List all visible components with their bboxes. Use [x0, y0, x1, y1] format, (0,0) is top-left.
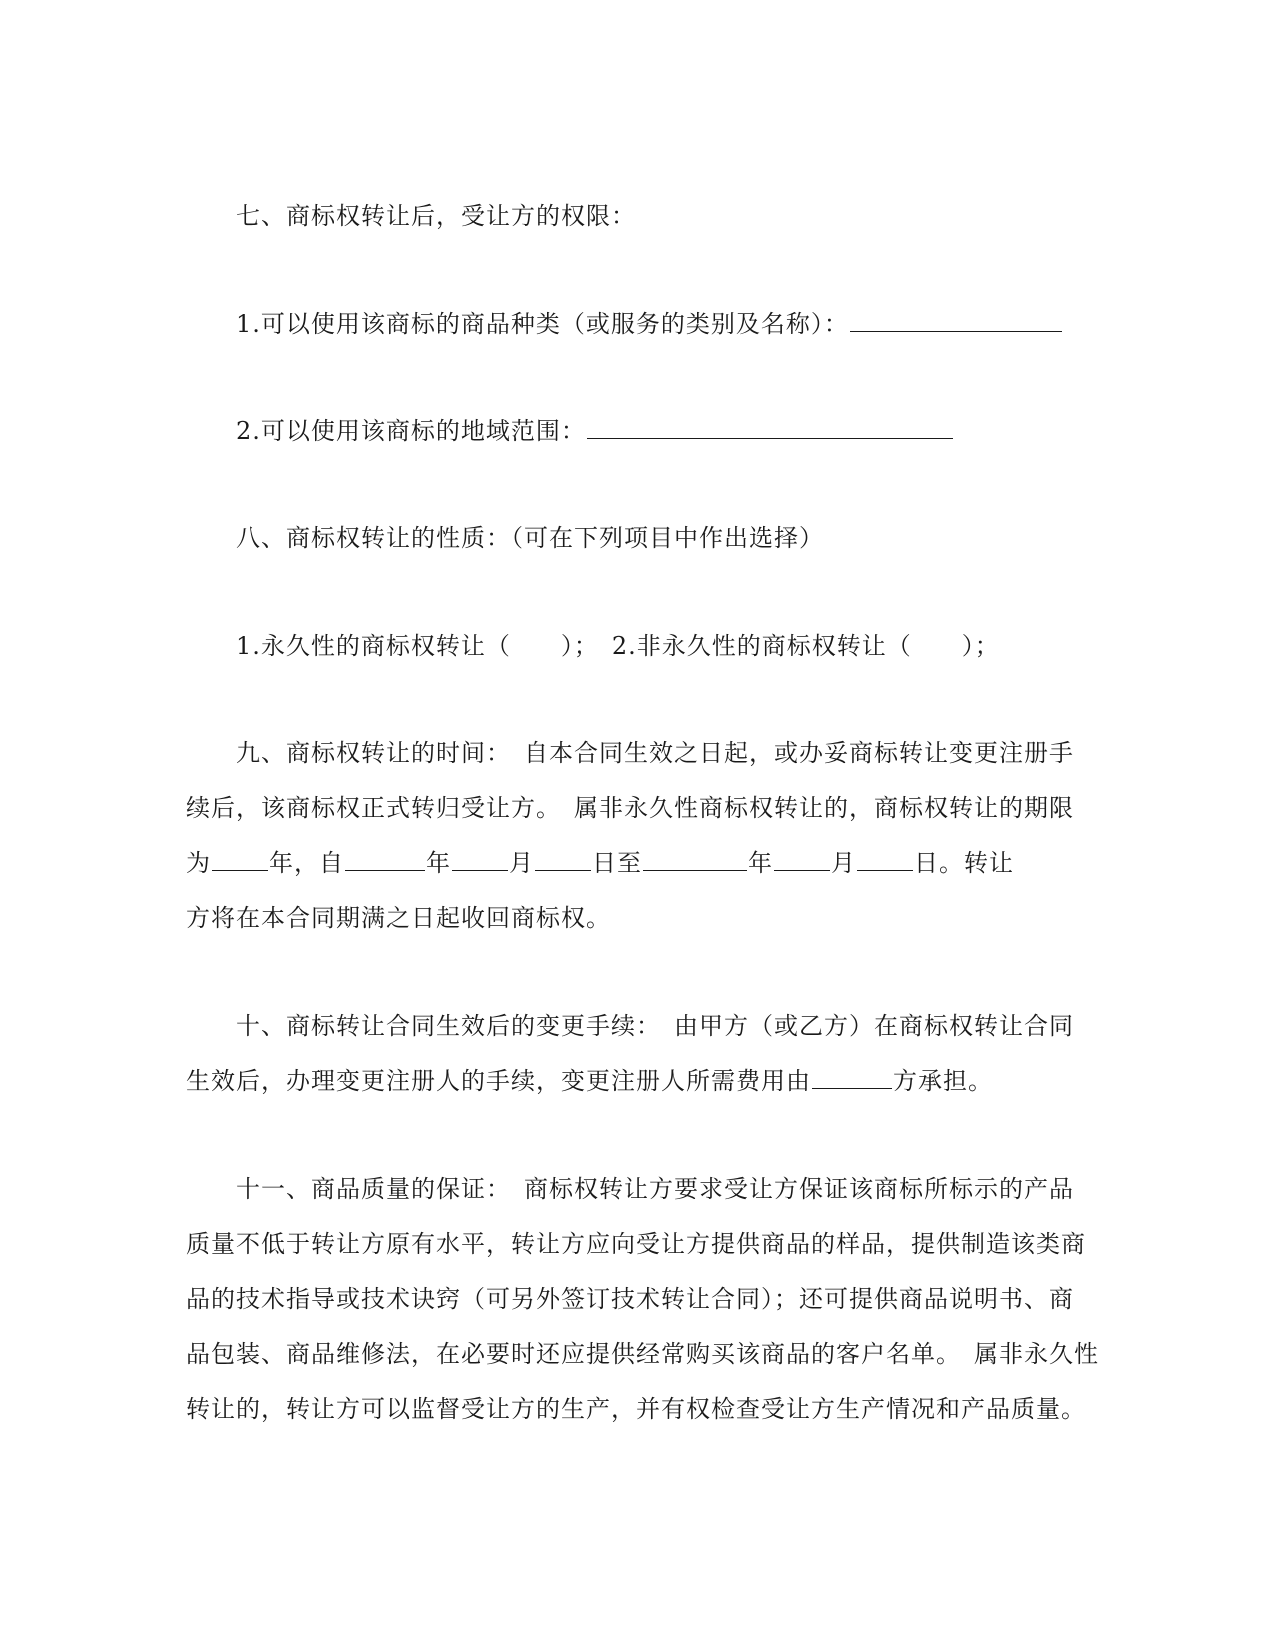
section-7-item-1	[236, 308, 1063, 340]
section-11-line-5: 转让的，转让方可以监督受让方的生产，并有权检查受让方生产情况和产品质量。	[186, 1395, 1086, 1423]
term-text-7: 月	[831, 849, 856, 877]
end-day-blank[interactable]	[857, 869, 913, 871]
section-9-line-3	[186, 847, 1014, 879]
section-7-item-2-text: 2.可以使用该商标的地域范围：	[236, 417, 586, 445]
section-11-line-2: 质量不低于转让方原有水平，转让方应向受让方提供商品的样品，提供制造该类商	[186, 1230, 1086, 1258]
end-month-blank[interactable]	[774, 869, 830, 871]
section-10-line-1: 十、商标转让合同生效后的变更手续： 由甲方（或乙方）在商标权转让合同	[236, 1012, 1074, 1040]
section-8-options: 1.永久性的商标权转让（ ）； 2.非永久性的商标权转让（ ）；	[236, 632, 1000, 660]
fee-payer-blank[interactable]	[812, 1087, 892, 1089]
section-8-heading: 八、商标权转让的性质：（可在下列项目中作出选择）	[236, 524, 824, 552]
end-year-blank[interactable]	[643, 869, 747, 871]
start-month-blank[interactable]	[452, 869, 508, 871]
section-10-line-2-end: 方承担。	[893, 1067, 993, 1095]
term-text-2: 年，自	[269, 849, 344, 877]
section-9-line-2: 续后，该商标权正式转归受让方。 属非永久性商标权转让的，商标权转让的期限	[186, 794, 1074, 822]
goods-category-blank[interactable]	[850, 330, 1062, 332]
section-7-heading: 七、商标权转让后，受让方的权限：	[236, 202, 636, 230]
section-7-item-2	[236, 415, 954, 447]
section-9-line-1: 九、商标权转让的时间： 自本合同生效之日起，或办妥商标转让变更注册手	[236, 739, 1074, 767]
term-text-8: 日。转让	[914, 849, 1014, 877]
term-text-1: 为	[186, 849, 211, 877]
term-text-3: 年	[426, 849, 451, 877]
section-11-line-3: 品的技术指导或技术诀窍（可另外签订技术转让合同）；还可提供商品说明书、商	[186, 1285, 1074, 1313]
section-10-line-2	[186, 1065, 993, 1097]
term-text-4: 月	[509, 849, 534, 877]
section-9-line-4: 方将在本合同期满之日起收回商标权。	[186, 904, 611, 932]
section-7-item-1-text: 1.可以使用该商标的商品种类（或服务的类别及名称）：	[236, 310, 849, 338]
region-scope-blank[interactable]	[587, 437, 953, 439]
term-years-blank[interactable]	[212, 869, 268, 871]
section-10-line-2-text: 生效后，办理变更注册人的手续，变更注册人所需费用由	[186, 1067, 811, 1095]
section-11-line-1: 十一、商品质量的保证： 商标权转让方要求受让方保证该商标所标示的产品	[236, 1175, 1074, 1203]
start-year-blank[interactable]	[345, 869, 425, 871]
term-text-5: 日至	[592, 849, 642, 877]
section-11-line-4: 品包装、商品维修法，在必要时还应提供经常购买该商品的客户名单。 属非永久性	[186, 1340, 1099, 1368]
term-text-6: 年	[748, 849, 773, 877]
start-day-blank[interactable]	[535, 869, 591, 871]
